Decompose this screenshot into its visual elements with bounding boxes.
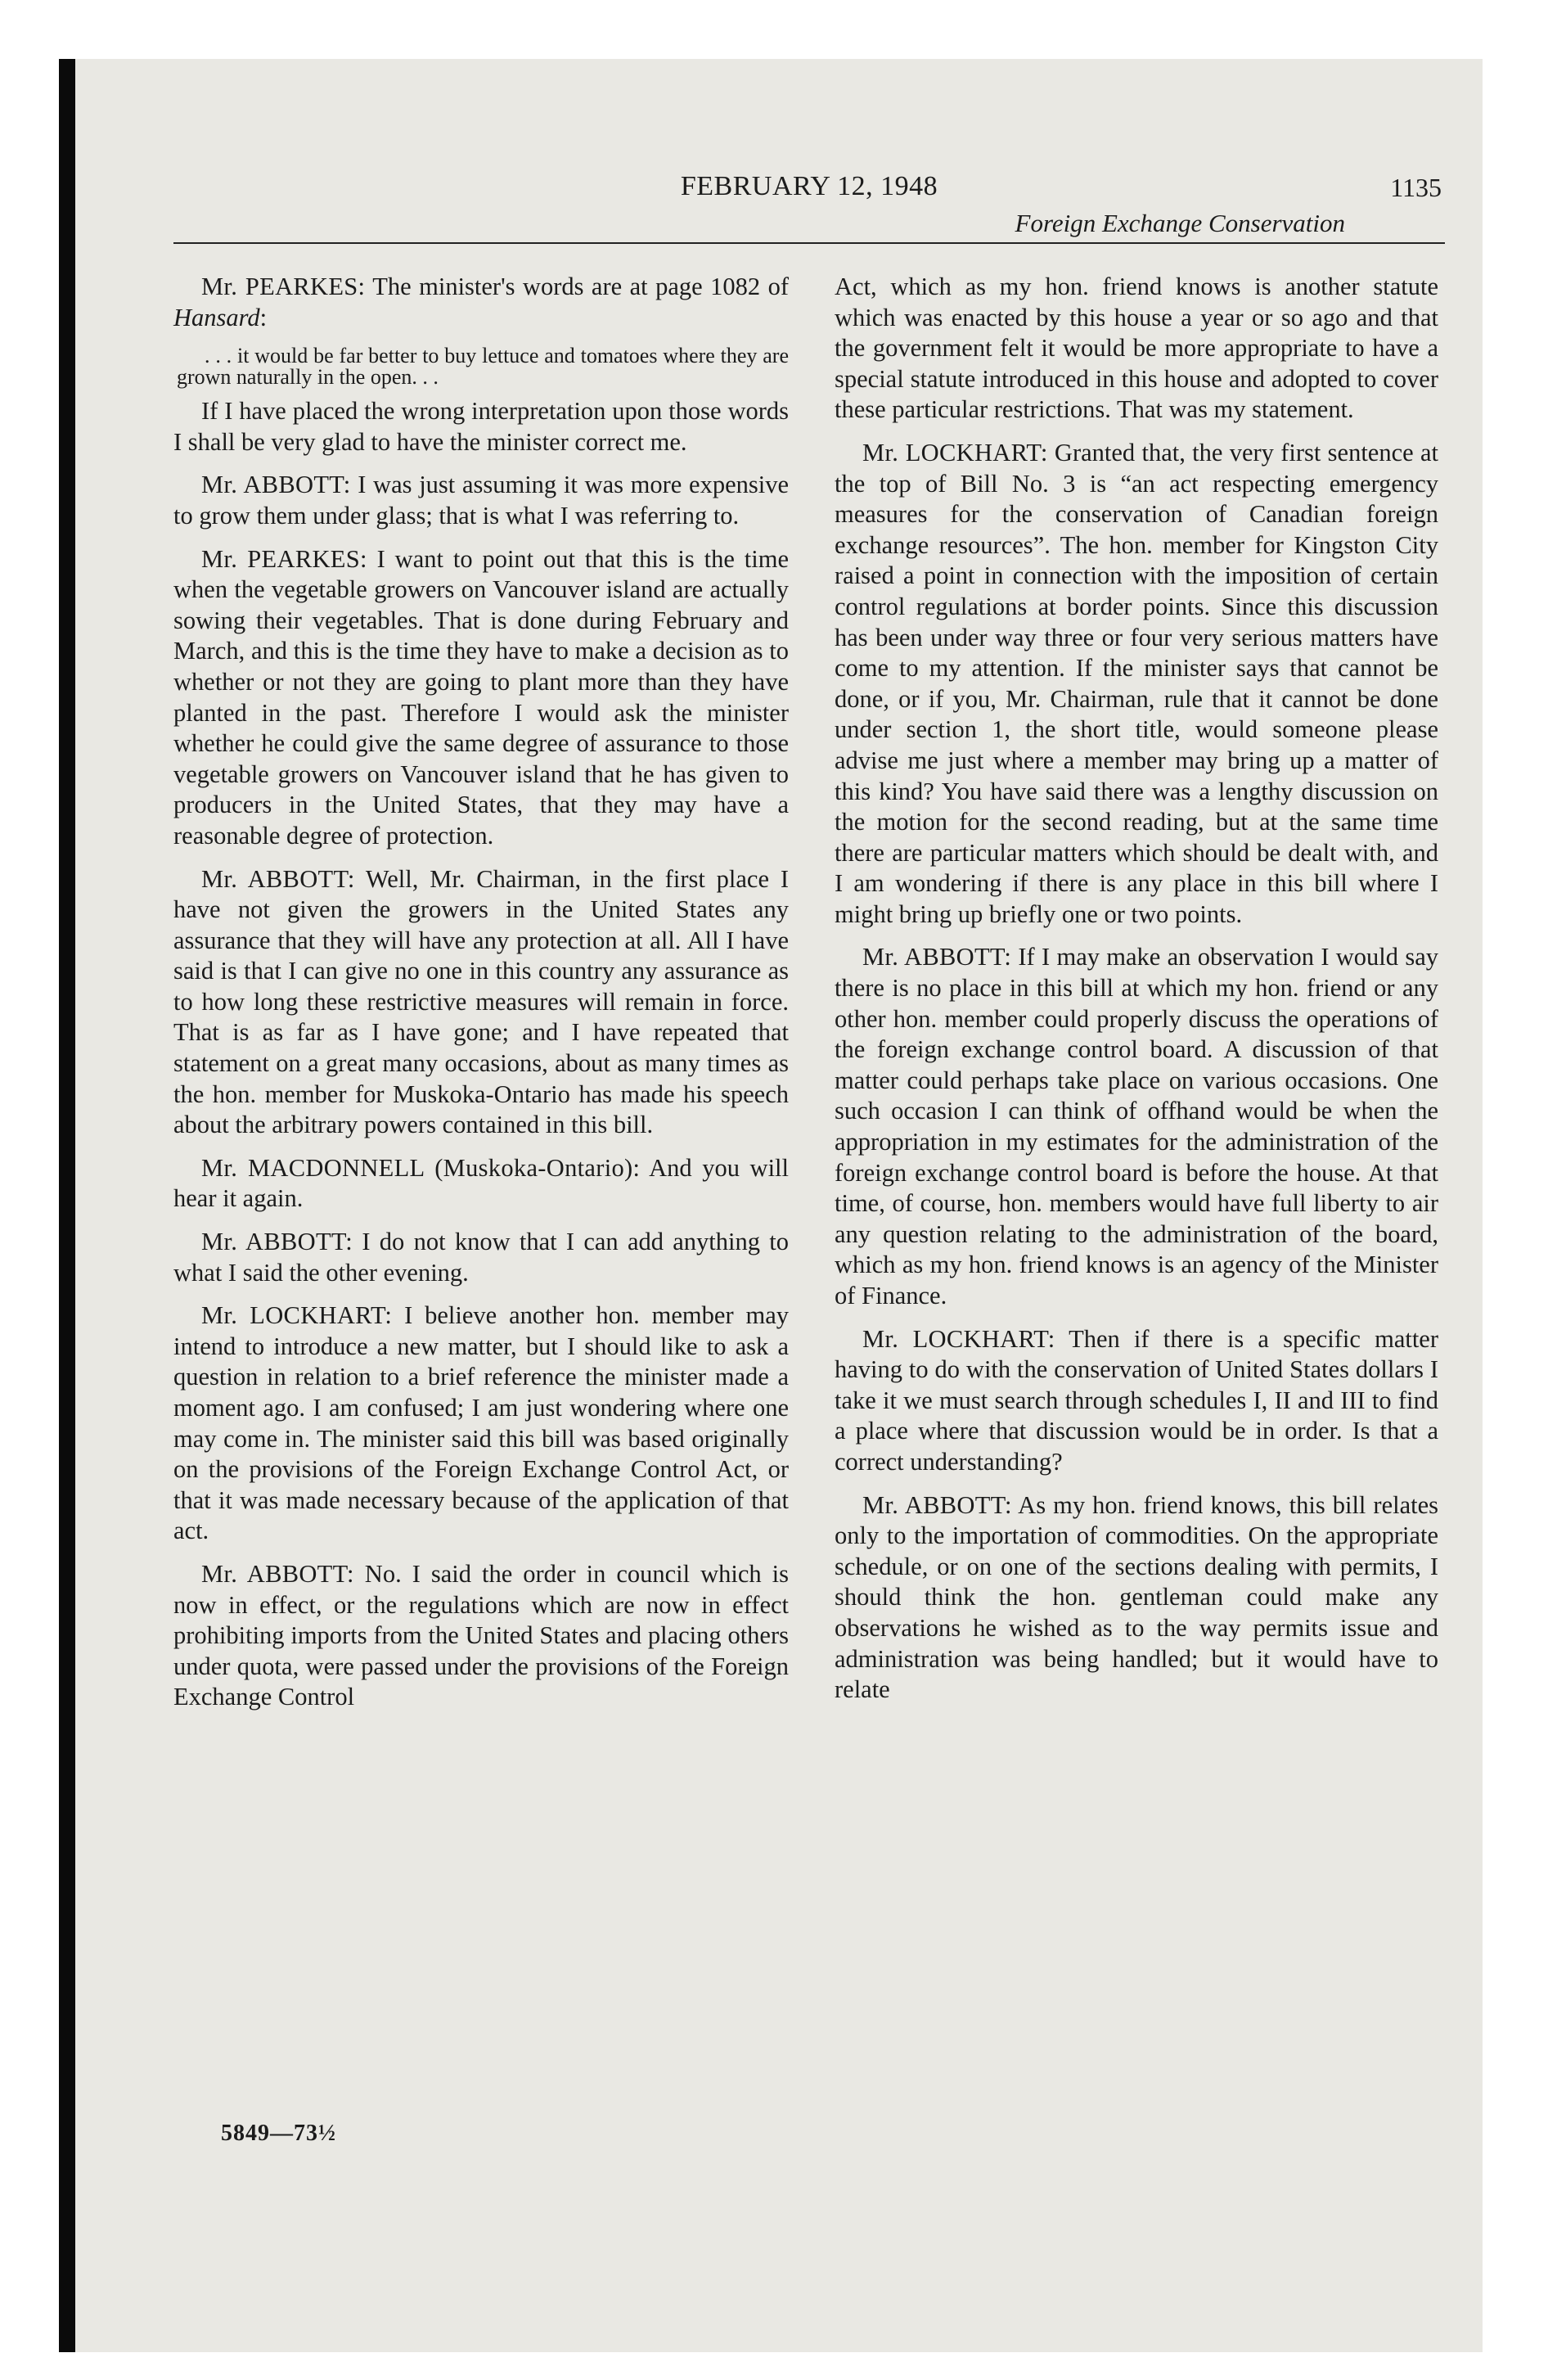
- speech-text: Well, Mr. Chairman, in the first place I have not given the growers in the United States any assurance that they will have any protection at all. All I have said is that I can give no one in this country any assurance as to how long these restrictive measures will remain in force. That is as far as I have gone; and I have repeated that statement on a great many occasions, about as many times as the hon. member for Muskoka-Ontario has made his speech about the arbitrary powers contained in this bill.: [173, 864, 789, 1139]
- paragraph: [173, 470, 789, 531]
- speaker-name: Mr. LOCKHART:: [201, 1301, 393, 1330]
- quotation: . . . it would be far better to buy lettuce and tomatoes where they are grown naturally in the open. . .: [177, 344, 789, 390]
- paragraph: If I have placed the wrong interpretation upon those words I shall be very glad to have the minister correct me.: [173, 397, 789, 456]
- header-rule: [173, 242, 1445, 244]
- paragraph: [835, 1490, 1438, 1706]
- speech-text: Granted that, the very first sentence at the top of Bill No. 3 is “an act respecting emergency measures for the conservation of Canadian foreign exchange resources”. The hon. member for Kingston City raised a point in connection with the imposition of certain control regulations at border points. Since this discussion has been under way three or four very serious matters have come to my attention. If the minister says that cannot be done, or if you, Mr. Chairman, rule that it cannot be done under section 1, the short title, would someone please advise me just where a member may bring up a matter of this kind? You have said there was a lengthy discussion on the motion for the second reading, but at the same time there are particular matters which should be dealt with, and I am wondering if there is any place in this bill where I might bring up briefly one or two points.: [835, 438, 1438, 928]
- speech-text: I do not know that I can add anything to what I said the other evening.: [173, 1228, 789, 1287]
- left-column: [173, 272, 789, 1725]
- speech-text: And you will hear it again.: [173, 1153, 789, 1213]
- italic-term: Hansard: [173, 303, 260, 331]
- paragraph: [173, 272, 789, 333]
- speaker-name: Mr. ABBOTT:: [201, 864, 355, 893]
- paragraph-continued: Act, which as my hon. friend knows is another statute which was enacted by this house a year or so ago and that the government felt it would be more appropriate to have a special statute introduced in this house and adopted to cover these particular restrictions. That was my statement.: [835, 273, 1438, 424]
- folio-signature: 5849—73½: [221, 2121, 336, 2146]
- paragraph: [173, 1300, 789, 1547]
- speech-text: Then if there is a specific matter having to do with the conservation of United States dollars I take it we must search through schedules I, II and III to find a place where that discussion would be in order. Is that a correct understanding?: [835, 1324, 1438, 1476]
- page-header: [173, 168, 1445, 243]
- speech-text: I believe another hon. member may intend to introduce a new matter, but I should like to ask a question in relation to a brief reference the minister made a moment ago. I am confused; I am just wondering where one may come in. The minister said this bill was based originally on the provisions of the Foreign Exchange Control Act, or that it was made necessary because of the application of that act.: [173, 1301, 789, 1545]
- paragraph: [173, 1559, 789, 1713]
- speaker-name: Mr. ABBOTT:: [201, 471, 351, 499]
- paragraph: [835, 438, 1438, 931]
- paragraph: [835, 942, 1438, 1311]
- speaker-name: Mr. LOCKHART:: [862, 438, 1048, 467]
- scan-margin-bar: [59, 59, 75, 2352]
- paragraph: [173, 864, 789, 1141]
- header-date: FEBRUARY 12, 1948: [680, 171, 938, 201]
- speech-text: As my hon. friend knows, this bill relates only to the importation of commodities. On the appropriate schedule, or on one of the sections dealing with permits, I should think the hon. gentleman could make any observations he wished as to the way permits issue and administration was being handled; but it would have to relate: [835, 1490, 1439, 1704]
- speaker-name: Mr. ABBOTT:: [201, 1228, 353, 1256]
- speech-text: If I may make an observation I would say there is no place in this bill at which my hon. friend or any other hon. member could properly discuss the operations of the foreign exchange control board. A discussion of that matter could perhaps take place on various occasions. One such occasion I can think of offhand would be when the appropriation in my estimates for the administration of the foreign exchange control board is before the house. At that time, of course, hon. members would have full liberty to air any question relating to the administration of the board, which as my hon. friend knows is an agency of the Minister of Finance.: [835, 943, 1438, 1309]
- speaker-name: Mr. LOCKHART:: [862, 1324, 1055, 1353]
- speech-text: I want to point out that this is the time when the vegetable growers on Vancouver island are actually sowing their vegetables. That is done during February and March, and this is the time they have to make a decision as to whether or not they are going to plant more than they have planted in the past. Therefore I would ask the minister whether he could give the same degree of assurance to those vegetable growers on Vancouver island that he has given to producers in the United States, that they may have a reasonable degree of protection.: [173, 544, 789, 850]
- speaker-name: Mr. PEARKES:: [201, 544, 367, 573]
- page-number: 1135: [1390, 173, 1442, 202]
- speech-text: The minister's words are at page 1082 of: [365, 273, 790, 300]
- paragraph: [835, 1324, 1438, 1478]
- paragraph: [173, 544, 789, 852]
- speaker-name: Mr. ABBOTT:: [862, 1490, 1012, 1519]
- running-title: Foreign Exchange Conservation: [1015, 209, 1345, 237]
- right-column: [835, 272, 1438, 1718]
- speaker-name: Mr. MACDONNELL (Muskoka-Ontario):: [201, 1153, 641, 1182]
- speaker-name: Mr. ABBOTT:: [862, 943, 1012, 971]
- speaker-name: Mr. PEARKES:: [201, 273, 366, 300]
- speech-text: :: [259, 303, 268, 331]
- speech-text: I was just assuming it was more expensive to grow them under glass; that is what I was referring to.: [173, 471, 789, 530]
- paragraph: [173, 1153, 789, 1215]
- speech-text: No. I said the order in council which is now in effect, or the regulations which are now in effect prohibiting imports from the United States and placing others under quota, were passed under the provisions of the Foreign Exchange Control: [173, 1559, 789, 1711]
- speaker-name: Mr. ABBOTT:: [201, 1559, 354, 1588]
- paragraph: [173, 1227, 789, 1288]
